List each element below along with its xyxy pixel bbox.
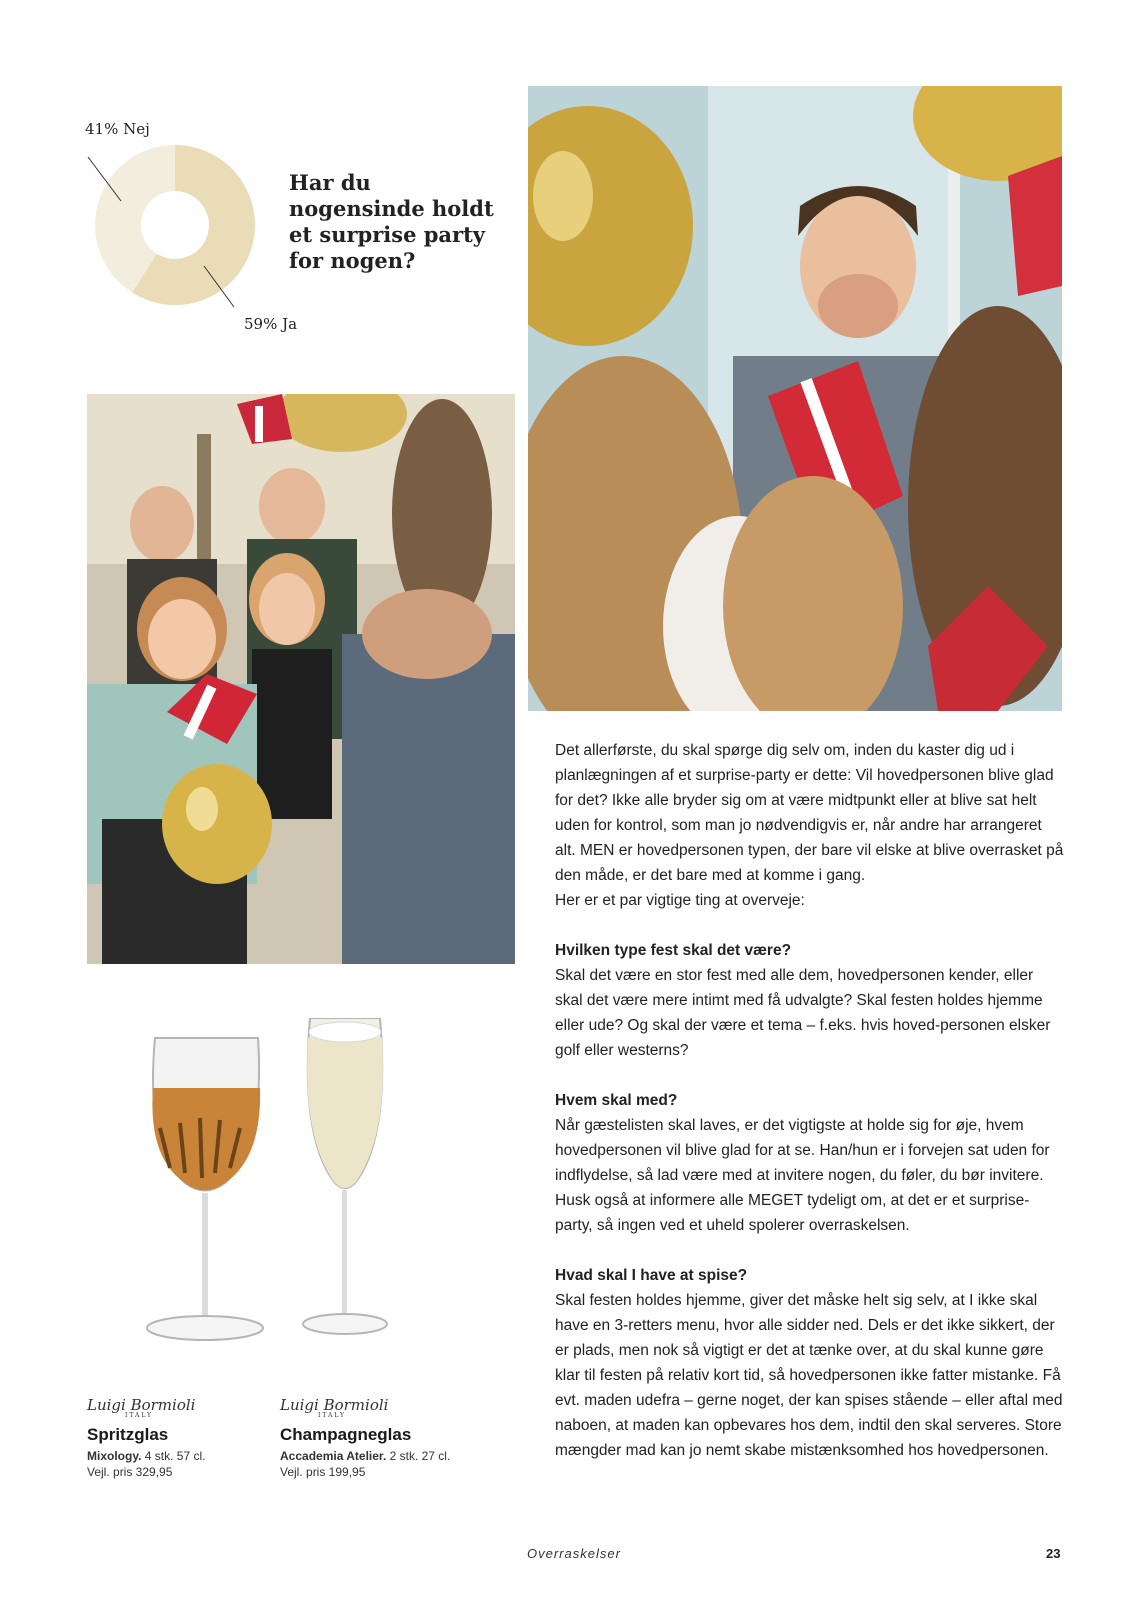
leader-line-yes <box>204 266 234 307</box>
product-price: Vejl. pris 199,95 <box>280 1465 366 1479</box>
brand-logo-luigi-bormioli: Luigi Bormioli ITALY <box>280 1396 389 1419</box>
product-detail: 2 stk. 27 cl. <box>386 1449 451 1463</box>
section-heading: Hvad skal I have at spise? <box>555 1267 748 1284</box>
section-heading: Hvem skal med? <box>555 1092 678 1109</box>
section-heading: Hvilken type fest skal det være? <box>555 942 792 959</box>
product-line: Accademia Atelier. <box>280 1449 387 1463</box>
champagne-glass-illustration <box>303 1018 387 1334</box>
product-name: Spritzglas <box>87 1425 169 1444</box>
footer-section-title: Overraskelser <box>527 1546 621 1561</box>
page-number: 23 <box>1046 1546 1061 1561</box>
section-text: Skal festen holdes hjemme, giver det måske helt sig selv, at I ikke skal have en 3-retters menu, hvor alle sidder ned. Dels er det ikke sikkert, der er plads, men nok så vigtigt er det at tænke over, at du skal kunne gøre klar til festen på relativ kort tid, så hovedpersonen ikke fatter mistanke. Få evt. maden udefra – gerne noget, der kan spises stående – eller aftal med naboen, at maden kan opbevares hos dem, indtil den skal serveres. Store mængder mad kan jo nemt skabe mistænksomhed hos hovedpersonen. <box>555 1292 1063 1459</box>
article-body <box>555 738 1065 1463</box>
brand-logo-luigi-bormioli: Luigi Bormioli ITALY <box>87 1396 196 1419</box>
chart-leader-lines <box>85 150 245 330</box>
party-group-photo <box>87 394 515 964</box>
leader-line-no <box>88 157 121 201</box>
section-text: Skal det være en stor fest med alle dem, hovedpersonen kender, eller skal det være mere intimt med få udvalgte? Skal festen holdes hjemme eller ude? Og skal der være et tema – f.eks. hvis hoved-personen elsker golf eller westerns? <box>555 967 1051 1059</box>
product-description <box>280 1448 450 1480</box>
surprised-man-photo <box>528 86 1062 711</box>
spritz-glass-illustration <box>147 1038 263 1340</box>
slice-label-no: 41% Nej <box>85 120 150 138</box>
product-name: Champagneglas <box>280 1425 412 1444</box>
survey-title: Har du nogensinde holdt et surprise party for nogen? <box>289 170 494 273</box>
glasses-product-image <box>140 1018 410 1358</box>
product-line: Mixology. <box>87 1449 142 1463</box>
slice-label-yes: 59% Ja <box>244 315 298 333</box>
product-price: Vejl. pris 329,95 <box>87 1465 173 1479</box>
product-detail: 4 stk. 57 cl. <box>141 1449 206 1463</box>
article-intro: Det allerførste, du skal spørge dig selv om, inden du kaster dig ud i planlægningen af et surprise-party er dette: Vil hovedpersonen blive glad for det? Ikke alle bryder sig om at være midtpunkt eller at blive sat helt uden for kontrol, som man jo nødvendigvis er, når andre har arrangeret alt. MEN er hovedpersonen typen, der bare vil elske at blive overrasket på den måde, er det bare med at komme i gang. <box>555 742 1064 884</box>
section-text: Når gæstelisten skal laves, er det vigtigste at holde sig for øje, hvem hovedpersonen vil blive glad for at se. Han/hun er i forvejen sat uden for indflydelse, så lad være med at invitere nogen, du føler, du bør invitere. Husk også at informere alle MEGET tydeligt om, at det er et surprise-party, så ingen ved et uheld spolerer overraskelsen. <box>555 1117 1050 1234</box>
product-description <box>87 1448 205 1480</box>
article-intro-lead: Her er et par vigtige ting at overveje: <box>555 892 805 909</box>
